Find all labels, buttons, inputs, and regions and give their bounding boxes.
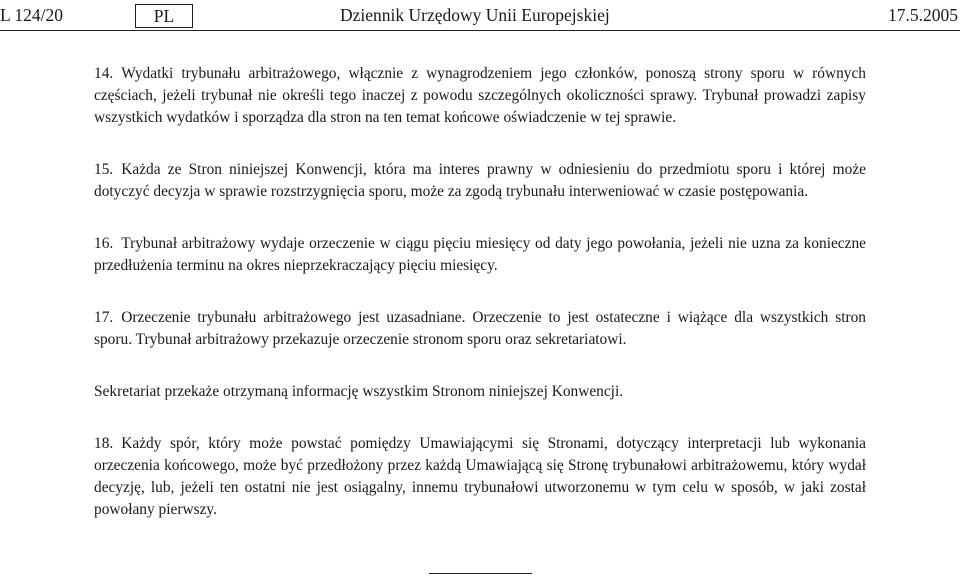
- paragraph-text: Każdy spór, który może powstać pomiędzy Umawiającymi się Stronami, dotyczący interpretacji lub wykonania orzeczenia końcowego, może być przedłożony przez każdą Umawiającą się Stronę trybunałowi arbitrażowemu, który wydał decyzję, lub, jeżeli ten ostatni nie jest osiągalny, innemu trybunałowi utworzonemu w tym celu w sposób, w jaki został powołany pierwszy.: [94, 435, 866, 518]
- publication-date: 17.5.2005: [888, 5, 958, 25]
- paragraph-secretariat: [94, 381, 866, 403]
- paragraph-number: 14.: [94, 65, 114, 82]
- journal-title: Dziennik Urzędowy Unii Europejskiej: [340, 5, 610, 25]
- paragraph-text: Wydatki trybunału arbitrażowego, włącznie z wynagrodzeniem jego członków, ponoszą strony sporu w równych częściach, jeżeli trybunał nie określi tego inaczej z powodu szczególnych okoliczności sprawy. Trybunał prowadzi zapisy wszystkich wydatków i sporządza dla stron na ten temat końcowe oświadczenie w tej sprawie.: [94, 65, 866, 126]
- paragraph-number: 16.: [94, 235, 114, 252]
- paragraph-text: Sekretariat przekaże otrzymaną informację wszystkim Stronom niniejszej Konwencji.: [94, 383, 624, 400]
- paragraph-text: Każda ze Stron niniejszej Konwencji, która ma interes prawny w odniesieniu do przedmiotu sporu i której może dotyczyć decyzja w sprawie rozstrzygnięcia sporu, może za zgodą trybunału interweniować w czasie postępowania.: [94, 161, 866, 200]
- paragraph-16: [94, 233, 866, 277]
- paragraph-number: 18.: [94, 435, 114, 452]
- paragraph-15: [94, 159, 866, 203]
- paragraph-text: Trybunał arbitrażowy wydaje orzeczenie w ciągu pięciu miesięcy od daty jego powołania, jeżeli nie uzna za konieczne przedłużenia terminu na okres nieprzekraczający pięciu miesięcy.: [94, 235, 866, 274]
- paragraph-17: [94, 307, 866, 351]
- paragraph-number: 15.: [94, 161, 114, 178]
- page-header: [0, 0, 960, 31]
- paragraph-14: [94, 63, 866, 129]
- paragraph-18: [94, 433, 866, 521]
- document-body: [94, 63, 866, 521]
- paragraph-text: Orzeczenie trybunału arbitrażowego jest uzasadniane. Orzeczenie to jest ostateczne i wiążące dla wszystkich stron sporu. Trybunał arbitrażowy przekazuje orzeczenie stronom sporu oraz sekretariatowi.: [94, 309, 866, 348]
- page-reference: L 124/20: [0, 5, 64, 25]
- paragraph-number: 17.: [94, 309, 114, 326]
- end-of-text-rule: [429, 573, 532, 574]
- language-badge: PL: [135, 4, 193, 28]
